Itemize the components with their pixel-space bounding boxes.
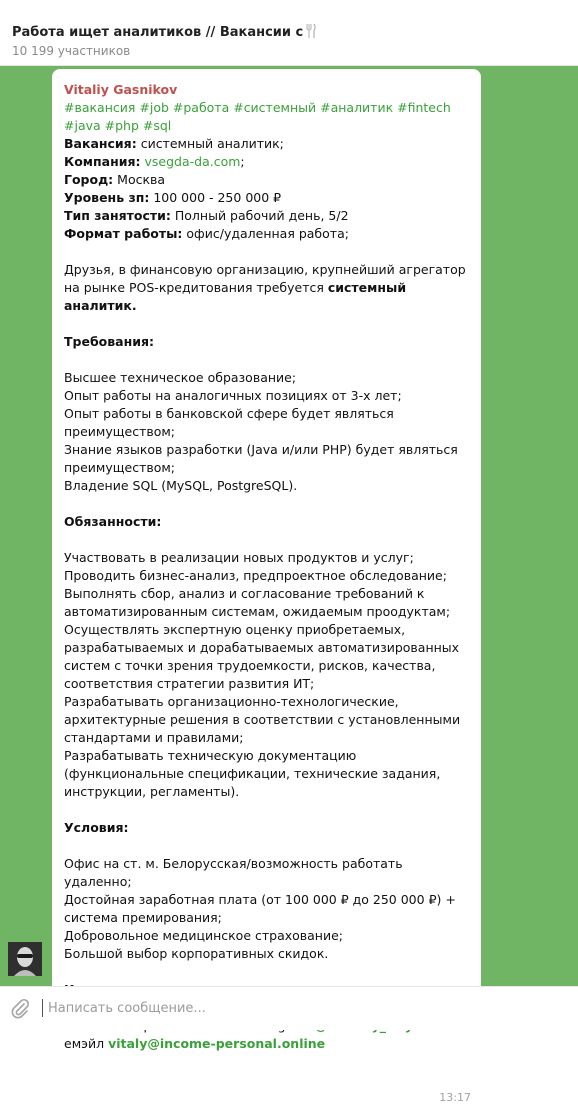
chat-header[interactable] bbox=[0, 14, 578, 66]
city-line: Город: Москва bbox=[64, 172, 166, 187]
requirement-item: Знание языков разработки (Java и/или PHP) будет являться преимуществом; bbox=[64, 442, 458, 475]
avatar-portrait-icon bbox=[8, 942, 42, 976]
requirement-item: Высшее техническое образование; bbox=[64, 370, 297, 385]
duty-item: Проводить бизнес-анализ, предпроектное обследование; bbox=[64, 568, 447, 583]
conditions-heading: Условия: bbox=[64, 820, 129, 835]
vacancy-line: Вакансия: системный аналитик; bbox=[64, 136, 284, 151]
spacer bbox=[64, 801, 469, 819]
message-time: 13:17 bbox=[439, 1091, 471, 1104]
message-bubble[interactable] bbox=[52, 69, 481, 1104]
window-top-strip bbox=[0, 0, 578, 14]
fork-knife-icon bbox=[305, 23, 317, 39]
duty-item: Участвовать в реализации новых продуктов и услуг; bbox=[64, 550, 414, 565]
duty-item: Разрабатывать организационно-технологические, архитектурные решения в соответствии с установленными стандартами и правилами; bbox=[64, 694, 461, 745]
condition-item: Большой выбор корпоративных скидок. bbox=[64, 946, 329, 961]
spacer bbox=[64, 837, 469, 855]
message-input-bar bbox=[0, 986, 578, 1030]
members-count: 10 199 участников bbox=[12, 44, 131, 58]
spacer bbox=[64, 315, 469, 333]
requirement-item: Владение SQL (MySQL, PostgreSQL). bbox=[64, 478, 298, 493]
duties-heading: Обязанности: bbox=[64, 514, 162, 529]
company-link[interactable]: vsegda-da.com bbox=[144, 154, 241, 169]
message-input[interactable]: Написать сообщение... bbox=[48, 1001, 206, 1016]
spacer bbox=[64, 963, 469, 981]
condition-item: Офис на ст. м. Белорусская/возможность работать удаленно; bbox=[64, 856, 403, 889]
format-line: Формат работы: офис/удаленная работа; bbox=[64, 226, 349, 241]
requirement-item: Опыт работы на аналогичных позициях от 3-х лет; bbox=[64, 388, 402, 403]
duty-item: Выполнять сбор, анализ и согласование требований к автоматизированным системам, ожидаемым проодуктам; bbox=[64, 586, 451, 619]
salary-line: Уровень зп: 100 000 - 250 000 ₽ bbox=[64, 190, 282, 205]
employment-line: Тип занятости: Полный рабочий день, 5/2 bbox=[64, 208, 349, 223]
duty-item: Разрабатывать техническую документацию (функциональные спецификации, технические задания, инструкции, регламенты). bbox=[64, 748, 441, 799]
paperclip-icon[interactable] bbox=[10, 998, 30, 1018]
sender-avatar[interactable] bbox=[8, 942, 42, 976]
contacts-line: емэйл vitaly@income-personal.online bbox=[64, 1017, 469, 1053]
email-link[interactable]: vitaly@income-personal.online bbox=[108, 1036, 326, 1051]
company-line: Компания: vsegda-da.com; bbox=[64, 154, 245, 169]
spacer bbox=[64, 495, 469, 513]
chat-title bbox=[12, 23, 317, 40]
message-hashtags[interactable]: #вакансия #job #работа #системный #аналитик #fintech #java #php #sql bbox=[64, 100, 451, 133]
text-cursor bbox=[42, 999, 43, 1017]
requirements-heading: Требования: bbox=[64, 334, 155, 349]
condition-item: Добровольное медицинское страхование; bbox=[64, 928, 344, 943]
condition-item: Достойная заработная плата (от 100 000 ₽ до 250 000 ₽) + система премирования; bbox=[64, 892, 456, 925]
spacer bbox=[64, 531, 469, 549]
spacer bbox=[64, 351, 469, 369]
duty-item: Осуществлять экспертную оценку приобретаемых, разрабатываемых и дорабатываемых автоматизированных систем с точки зрения трудоемкости, рисков, качества, соответствия стратегии развития ИТ; bbox=[64, 622, 460, 691]
requirement-item: Опыт работы в банковской сфере будет являться преимуществом; bbox=[64, 406, 394, 439]
intro-paragraph: Друзья, в финансовую организацию, крупнейший агрегатор на рынке POS-кредитования требуется системный аналитик. bbox=[64, 262, 466, 313]
message-sender[interactable]: Vitaliy Gasnikov bbox=[64, 82, 178, 97]
spacer bbox=[64, 243, 469, 261]
chat-title-text: Работа ищет аналитиков // Вакансии с bbox=[12, 25, 304, 40]
